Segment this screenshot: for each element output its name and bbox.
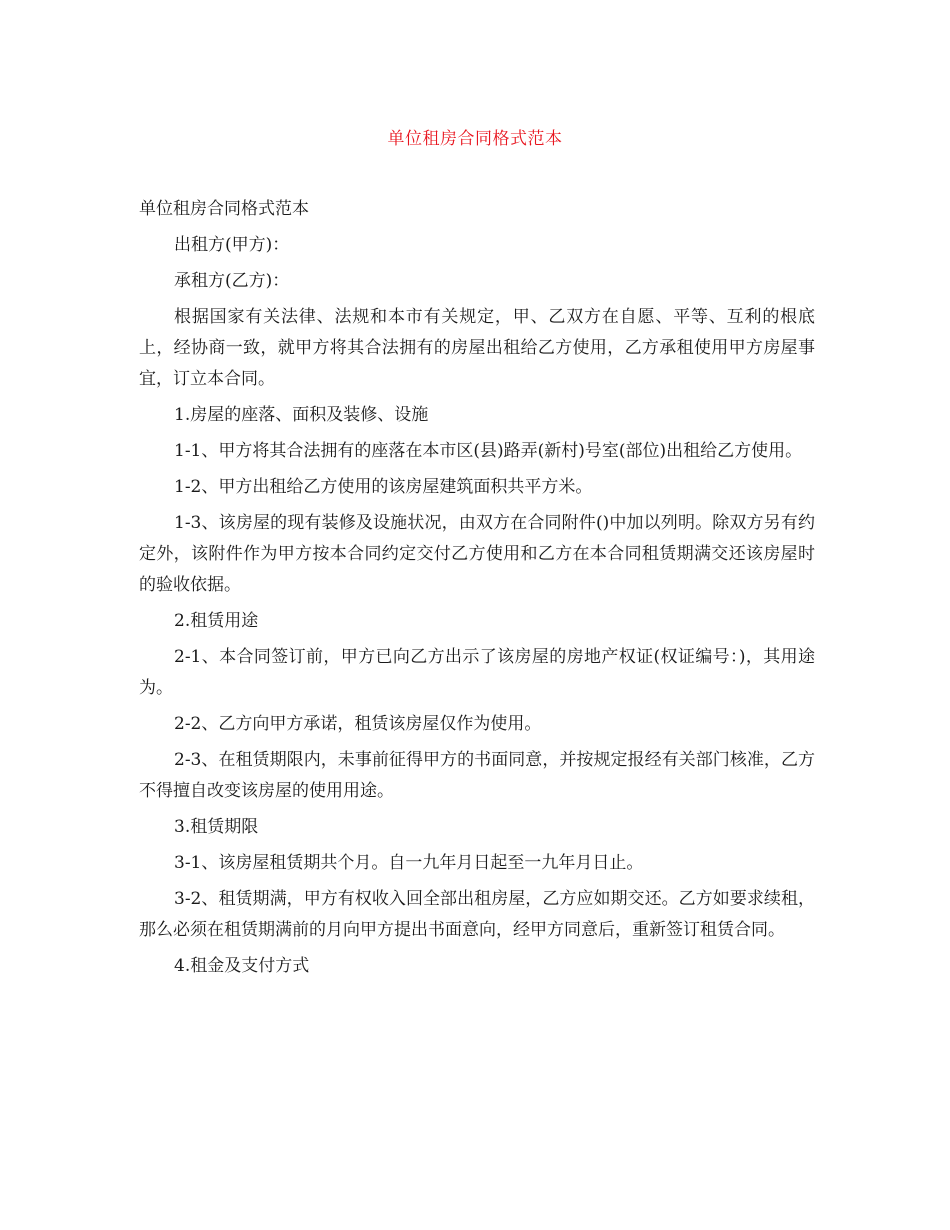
clause-2-1: 2-1、本合同签订前，甲方已向乙方出示了该房屋的房地产权证(权证编号：)，其用途为。 (139, 647, 815, 698)
clause-1-1: 1-1、甲方将其合法拥有的座落在本市区(县)路弄(新村)号室(部位)出租给乙方使用。 (174, 441, 803, 461)
clause-1-3: 1-3、该房屋的现有装修及设施状况，由双方在合同附件()中加以列明。除双方另有约定外，该附件作为甲方按本合同约定交付乙方使用和乙方在本合同租赁期满交还该房屋时的验收依据。 (139, 513, 815, 595)
clause-3-1: 3-1、该房屋租赁期共个月。自一九年月日起至一九年月日止。 (174, 853, 644, 873)
clause-1-2: 1-2、甲方出租给乙方使用的该房屋建筑面积共平方米。 (174, 477, 593, 497)
clause-2-2: 2-2、乙方向甲方承诺，租赁该房屋仅作为使用。 (174, 714, 542, 734)
paragraph-lessor: 出租方(甲方)： (174, 235, 290, 255)
clause-2-3: 2-3、在租赁期限内，未事前征得甲方的书面同意，并按规定报经有关部门核准，乙方不得擅自改变该房屋的使用用途。 (139, 750, 815, 801)
section-heading-1: 1.房屋的座落、面积及装修、设施 (174, 405, 429, 425)
paragraph-lessee: 承租方(乙方)： (174, 271, 290, 291)
section-heading-4: 4.租金及支付方式 (174, 956, 310, 976)
section-heading-2: 2.租赁用途 (174, 611, 259, 631)
section-heading-3: 3.租赁期限 (174, 817, 259, 837)
paragraph-preamble: 根据国家有关法律、法规和本市有关规定，甲、乙双方在自愿、平等、互利的根底上，经协商一致，就甲方将其合法拥有的房屋出租给乙方使用，乙方承租使用甲方房屋事宜，订立本合同。 (139, 307, 815, 389)
document-body (139, 194, 815, 987)
clause-3-2: 3-2、租赁期满，甲方有权收入回全部出租房屋，乙方应如期交还。乙方如要求续租，那么必须在租赁期满前的月向甲方提出书面意向，经甲方同意后，重新签订租赁合同。 (139, 889, 815, 940)
paragraph-heading: 单位租房合同格式范本 (139, 199, 309, 219)
document-title: 单位租房合同格式范本 (387, 129, 563, 149)
